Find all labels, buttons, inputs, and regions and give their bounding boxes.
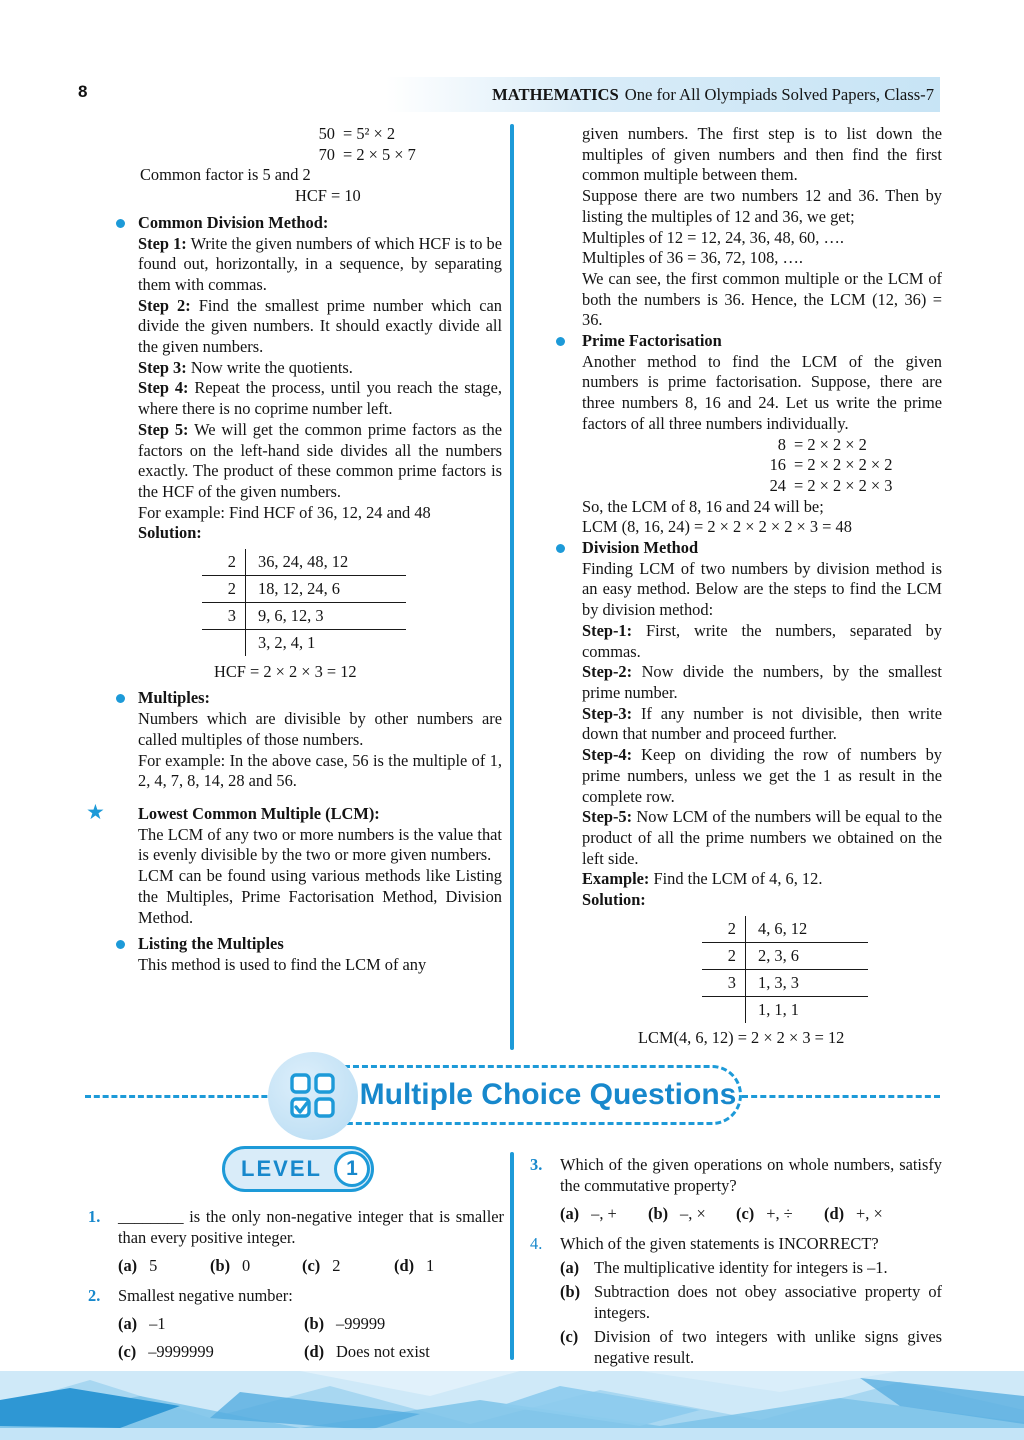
equation-rhs: = 2 × 2 × 2 bbox=[794, 434, 867, 454]
option-text: –, + bbox=[591, 1204, 617, 1223]
equation-rhs: = 5² × 2 bbox=[343, 124, 396, 143]
option-c bbox=[736, 1203, 824, 1224]
lcm-result-line: LCM(4, 6, 12) = 2 × 2 × 3 = 12 bbox=[638, 1028, 845, 1048]
banner-icon-circle bbox=[268, 1052, 358, 1140]
bullet-icon bbox=[556, 337, 565, 346]
option-text: The multiplicative identity for integers is –1. bbox=[594, 1258, 888, 1277]
step-text: Now divide the numbers, by the smallest prime number. bbox=[582, 662, 942, 702]
option-text: 0 bbox=[242, 1256, 251, 1275]
equation-lhs: 16 bbox=[769, 455, 786, 475]
solution-label: Solution: bbox=[138, 523, 202, 543]
equation-line bbox=[754, 455, 942, 476]
option-text: –99999 bbox=[336, 1314, 386, 1333]
step-label: Step 4: bbox=[138, 378, 189, 398]
equation-line bbox=[754, 476, 942, 497]
equation-rhs: = 2 × 5 × 7 bbox=[343, 144, 416, 164]
mcq-checklist-icon bbox=[289, 1072, 337, 1120]
step-text: Find the smallest prime number which can divide the given numbers. It should exactly divide all the given numbers. bbox=[138, 295, 502, 357]
example-line: For example: Find HCF of 36, 12, 24 and 48 bbox=[138, 502, 431, 522]
step-label: Step-1: bbox=[582, 620, 633, 640]
paragraph: Suppose there are two numbers 12 and 36. Then by listing the multiples of 12 and 36, we get; bbox=[582, 186, 942, 226]
options-grid bbox=[118, 1313, 504, 1362]
option-label: (a) bbox=[560, 1204, 580, 1223]
divisor-cell bbox=[202, 630, 246, 656]
option-label: (b) bbox=[648, 1204, 669, 1223]
question-text: Which of the given statements is INCORRECT? bbox=[560, 1234, 879, 1253]
step-text: Write the given numbers of which HCF is to be found out, horizontally, in a sequence, by separating them with commas. bbox=[138, 233, 503, 294]
option-label: (b) bbox=[210, 1256, 231, 1275]
question-column-divider bbox=[510, 1152, 514, 1360]
section-heading: Lowest Common Multiple (LCM): bbox=[138, 803, 380, 823]
divisor-cell: 2 bbox=[702, 943, 746, 969]
option-text: –, × bbox=[680, 1204, 706, 1223]
hcf-product-line: HCF = 2 × 2 × 3 = 12 bbox=[214, 661, 357, 681]
equation-lhs: 50 bbox=[318, 124, 335, 143]
option-label: (a) bbox=[118, 1256, 138, 1275]
divisor-cell: 2 bbox=[702, 916, 746, 942]
step-label: Step 3: bbox=[138, 357, 187, 377]
option-label: (b) bbox=[560, 1282, 581, 1301]
table-row bbox=[202, 576, 406, 603]
solution-label: Solution: bbox=[582, 890, 646, 910]
option-text: 5 bbox=[149, 1256, 158, 1275]
paragraph: The LCM of any two or more numbers is the value that is evenly divisible by the two or more given numbers. bbox=[138, 824, 502, 865]
question-text: Smallest negative number: bbox=[118, 1286, 293, 1305]
equation-rhs: = 2 × 2 × 2 × 2 bbox=[794, 455, 893, 475]
question-2 bbox=[88, 1285, 504, 1362]
step-paragraph bbox=[582, 662, 942, 703]
step-paragraph bbox=[138, 296, 502, 358]
step-paragraph bbox=[138, 378, 502, 419]
banner-dash-right bbox=[742, 1095, 940, 1098]
section-heading: Prime Factorisation bbox=[582, 331, 722, 351]
banner-dash-left bbox=[85, 1095, 285, 1098]
lcm-division-table bbox=[702, 916, 868, 1023]
paragraph: For example: In the above case, 56 is the multiple of 1, 2, 4, 7, 8, 14, 28 and 56. bbox=[138, 750, 502, 791]
step-text: We will get the common prime factors as the factors on the left-hand side divides all the numbers exactly. The product of these common prime factors is the HCF of the given numbers. bbox=[138, 419, 503, 501]
section-heading: Division Method bbox=[582, 538, 699, 558]
table-row bbox=[202, 603, 406, 630]
star-icon: ★ bbox=[86, 799, 105, 824]
lcm-product-line: LCM (8, 16, 24) = 2 × 2 × 2 × 2 × 3 = 48 bbox=[582, 517, 852, 537]
paragraph: So, the LCM of 8, 16 and 24 will be; bbox=[582, 496, 824, 516]
step-label: Step 5: bbox=[138, 419, 189, 439]
section-prime-factorisation bbox=[544, 331, 942, 538]
example-text: Find the LCM of 4, 6, 12. bbox=[653, 869, 823, 889]
option-d bbox=[824, 1203, 912, 1224]
section-heading: Common Division Method: bbox=[138, 212, 329, 232]
values-cell: 2, 3, 6 bbox=[758, 945, 799, 965]
option-label: (d) bbox=[824, 1204, 845, 1223]
table-row bbox=[702, 943, 868, 970]
step-label: Step 2: bbox=[138, 295, 191, 315]
values-cell: 18, 12, 24, 6 bbox=[258, 579, 340, 599]
step-text: Keep on dividing the row of numbers by prime numbers, unless we get the 1 as result in the complete row. bbox=[582, 745, 942, 806]
level-number: 1 bbox=[334, 1151, 370, 1187]
page-number: 8 bbox=[78, 82, 88, 101]
step-text: First, write the numbers, separated by commas. bbox=[582, 620, 942, 661]
option-label: (d) bbox=[394, 1256, 415, 1275]
step-paragraph bbox=[582, 745, 942, 807]
option-label: (c) bbox=[736, 1204, 755, 1223]
header-book-title: One for All Olympiads Solved Papers, Class-7 bbox=[624, 84, 934, 104]
equation-line bbox=[754, 435, 942, 456]
running-header bbox=[386, 77, 940, 112]
option-text: –9999999 bbox=[148, 1342, 214, 1361]
step-paragraph bbox=[582, 704, 942, 745]
paragraph: Finding LCM of two numbers by division method is an easy method. Below are the steps to find the LCM by division method: bbox=[582, 558, 942, 620]
prime-factor-equations bbox=[754, 435, 942, 497]
left-column bbox=[88, 124, 502, 976]
option-label: (a) bbox=[560, 1258, 580, 1277]
option-text: –1 bbox=[149, 1314, 166, 1333]
factor-equations bbox=[303, 124, 502, 165]
option-a bbox=[560, 1257, 942, 1278]
option-a bbox=[118, 1313, 304, 1334]
paragraph: We can see, the first common multiple or the LCM of both the numbers is 36. Hence, the LCM (12, 36) = 36. bbox=[582, 268, 942, 330]
divisor-cell: 3 bbox=[202, 603, 246, 629]
table-row bbox=[202, 630, 406, 656]
section-division-method bbox=[544, 538, 942, 1049]
paragraph: LCM can be found using various methods like Listing the Multiples, Prime Factorisation Method, Division Method. bbox=[138, 866, 502, 927]
equation-lhs: 24 bbox=[769, 475, 786, 495]
step-paragraph bbox=[582, 807, 942, 869]
bullet-icon bbox=[556, 544, 565, 553]
example-label: Example: bbox=[582, 869, 650, 889]
option-text: 1 bbox=[426, 1256, 435, 1275]
options-row bbox=[560, 1203, 942, 1224]
paragraph: Numbers which are divisible by other numbers are called multiples of those numbers. bbox=[138, 709, 502, 749]
options-row bbox=[118, 1255, 504, 1276]
question-number: 2. bbox=[88, 1286, 101, 1305]
section-listing-multiples bbox=[88, 934, 502, 975]
question-3 bbox=[530, 1154, 942, 1224]
option-b bbox=[648, 1203, 736, 1224]
option-label: (b) bbox=[304, 1314, 325, 1333]
step-label: Step-4: bbox=[582, 745, 633, 765]
section-heading: Listing the Multiples bbox=[138, 934, 284, 954]
step-label: Step-2: bbox=[582, 662, 633, 682]
option-text: +, × bbox=[856, 1204, 883, 1223]
section-listing-continued bbox=[544, 124, 942, 331]
paragraph: This method is used to find the LCM of any bbox=[138, 954, 427, 974]
option-text: Division of two integers with unlike signs gives negative result. bbox=[594, 1327, 942, 1367]
step-text: Now write the quotients. bbox=[190, 357, 353, 377]
option-text: Does not exist bbox=[336, 1342, 430, 1361]
section-common-division-method bbox=[88, 213, 502, 683]
option-text: Subtraction does not obey associative property of integers. bbox=[594, 1282, 942, 1322]
step-label: Step-5: bbox=[582, 807, 633, 827]
question-text: ________ is the only non-negative integer that is smaller than every positive integer. bbox=[118, 1207, 504, 1247]
step-text: Repeat the process, until you reach the stage, where there is no coprime number left. bbox=[138, 378, 503, 419]
option-label: (c) bbox=[560, 1327, 579, 1346]
hcf-division-table bbox=[202, 549, 406, 656]
option-c bbox=[118, 1341, 304, 1362]
option-c bbox=[302, 1255, 394, 1276]
section-heading: Multiples: bbox=[138, 688, 210, 708]
equation-rhs: = 2 × 2 × 2 × 3 bbox=[794, 475, 893, 495]
step-label: Step 1: bbox=[138, 233, 187, 253]
bullet-icon bbox=[116, 694, 125, 703]
table-row bbox=[702, 916, 868, 943]
paragraph: Multiples of 12 = 12, 24, 36, 48, 60, …. bbox=[582, 227, 844, 247]
step-paragraph bbox=[138, 358, 502, 379]
bullet-icon bbox=[116, 219, 125, 228]
option-label: (a) bbox=[118, 1314, 138, 1333]
questions-right-column bbox=[530, 1154, 942, 1401]
option-d bbox=[394, 1255, 486, 1276]
divisor-cell: 2 bbox=[202, 549, 246, 575]
table-row bbox=[202, 549, 406, 576]
option-b bbox=[304, 1313, 504, 1334]
section-lcm bbox=[86, 799, 502, 928]
step-text: If any number is not divisible, then write down that number and proceed further. bbox=[582, 703, 942, 744]
step-paragraph bbox=[582, 621, 942, 662]
footer-wave-decoration bbox=[0, 1366, 1024, 1440]
level-label: LEVEL bbox=[241, 1156, 322, 1181]
option-label: (c) bbox=[118, 1342, 137, 1361]
option-label: (d) bbox=[304, 1342, 325, 1361]
step-label: Step-3: bbox=[582, 703, 633, 723]
questions-left-column bbox=[88, 1206, 504, 1371]
question-number: 3. bbox=[530, 1155, 543, 1174]
step-paragraph bbox=[138, 234, 502, 296]
step-paragraph bbox=[138, 420, 502, 503]
column-divider bbox=[510, 124, 514, 1050]
table-row bbox=[702, 970, 868, 997]
values-cell: 1, 3, 3 bbox=[758, 972, 799, 992]
values-cell: 36, 24, 48, 12 bbox=[258, 552, 349, 572]
step-text: Now LCM of the numbers will be equal to the product of all the prime numbers we obtained on the left side. bbox=[582, 807, 942, 868]
values-cell: 9, 6, 12, 3 bbox=[258, 606, 324, 626]
table-row bbox=[702, 997, 868, 1023]
values-cell: 1, 1, 1 bbox=[758, 999, 799, 1019]
option-b bbox=[560, 1281, 942, 1323]
common-factor-line: Common factor is 5 and 2 bbox=[140, 165, 311, 185]
divisor-cell: 2 bbox=[202, 576, 246, 602]
question-number: 1. bbox=[88, 1207, 101, 1226]
level-badge bbox=[222, 1146, 374, 1192]
equation-line bbox=[303, 145, 502, 166]
option-text: 2 bbox=[332, 1256, 341, 1275]
question-number: 4. bbox=[530, 1234, 543, 1253]
option-a bbox=[560, 1203, 648, 1224]
option-label: (c) bbox=[302, 1256, 321, 1275]
option-b bbox=[210, 1255, 302, 1276]
values-cell: 4, 6, 12 bbox=[758, 918, 808, 938]
bullet-icon bbox=[116, 940, 125, 949]
paragraph: Multiples of 36 = 36, 72, 108, …. bbox=[582, 248, 803, 268]
question-1 bbox=[88, 1206, 504, 1276]
equation-lhs: 8 bbox=[777, 434, 786, 454]
option-text: +, ÷ bbox=[766, 1204, 793, 1223]
header-subject: MATHEMATICS bbox=[492, 84, 619, 104]
equation-lhs: 70 bbox=[318, 144, 335, 164]
paragraph: Another method to find the LCM of the given numbers is prime factorisation. Suppose, there are three numbers 8, 16 and 24. Let us write the prime factors of all three numbers individually. bbox=[582, 351, 942, 433]
divisor-cell: 3 bbox=[702, 970, 746, 996]
values-cell: 3, 2, 4, 1 bbox=[258, 633, 316, 653]
option-c bbox=[560, 1326, 942, 1368]
option-a bbox=[118, 1255, 210, 1276]
divisor-cell bbox=[702, 997, 746, 1023]
option-d bbox=[304, 1341, 504, 1362]
example-line bbox=[582, 869, 942, 890]
section-multiples bbox=[88, 688, 502, 792]
question-text: Which of the given operations on whole numbers, satisfy the commutative property? bbox=[560, 1155, 942, 1195]
banner-title: Multiple Choice Questions bbox=[359, 1078, 737, 1111]
equation-line bbox=[303, 124, 502, 145]
banner-capsule bbox=[296, 1065, 742, 1125]
right-column bbox=[544, 124, 942, 1049]
mcq-banner bbox=[0, 1058, 1024, 1144]
hcf-result-line: HCF = 10 bbox=[295, 186, 361, 206]
paragraph: given numbers. The first step is to list down the multiples of given numbers and then find the first common multiple between them. bbox=[582, 124, 942, 185]
